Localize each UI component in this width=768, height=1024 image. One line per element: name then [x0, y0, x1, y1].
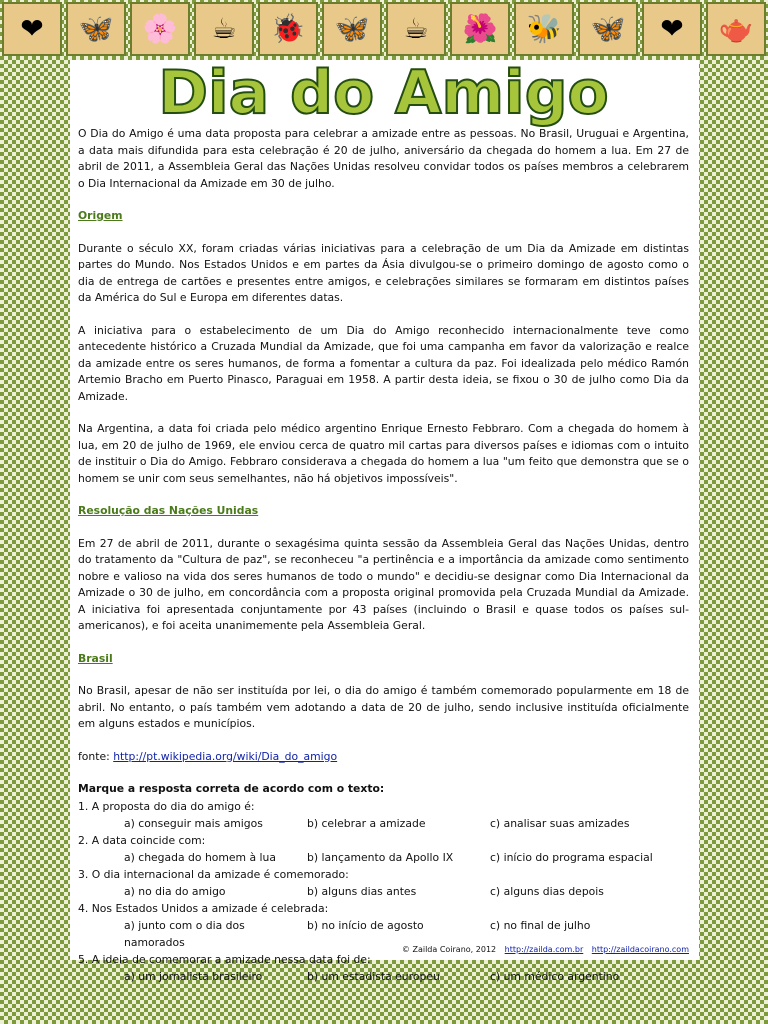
answer-option-b: b) no início de agosto — [307, 918, 424, 932]
teacup-icon: ☕ — [194, 2, 254, 56]
source-line — [78, 749, 689, 766]
quiz-question-1 — [78, 798, 689, 832]
butterfly-icon: 🦋 — [322, 2, 382, 56]
quiz-question-2 — [78, 832, 689, 866]
answer-option-c: c) analisar suas amizades — [490, 816, 630, 830]
quiz-question-3 — [78, 866, 689, 900]
answer-option-a: a) no dia do amigo — [124, 884, 226, 898]
question-text: 2. A data coincide com: — [78, 833, 206, 847]
teapot-icon: 🫖 — [706, 2, 766, 56]
origem-paragraph-1: Durante o século XX, foram criadas várias iniciativas para a celebração de um Dia da Amizade em distintas partes do Mundo. Nos Estados Unidos e em partes da Ásia divulgou-se o primeiro domingo de agosto como o dia de entrega de cartões e presentes entre amigos, e celebrações similares se formaram em distintos países da América do Sul e Europa em diferentes datas. — [78, 241, 689, 304]
flower-icon: 🌸 — [130, 2, 190, 56]
quiz-question-5 — [78, 951, 689, 985]
dragonfly-icon: 🐞 — [258, 2, 318, 56]
heading-resolucao: Resolução das Nações Unidas — [78, 504, 259, 517]
footer-link-zailda[interactable]: http://zailda.com.br — [504, 945, 584, 954]
brasil-paragraph: No Brasil, apesar de não ser instituída por lei, o dia do amigo é também comemorado popularmente em 18 de abril. No entanto, o país também vem adotando a data de 20 de julho, sendo inclusive instituída oficialmente em alguns estados e municípios. — [78, 684, 689, 730]
heading-origem: Origem — [78, 209, 123, 222]
origem-paragraph-2: A iniciativa para o estabelecimento de um Dia do Amigo reconhecido internacionalmente teve como antecedente histórico a Cruzada Mundial da Amizade, que foi uma campanha em favor da valorização e realce da amizade entre os seres humanos, de forma a fomentar a cultura da paz. Foi idealizada pelo médico Ramón Artemio Bracho em Puerto Pinasco, Paraguai em 1958. A partir desta ideia, se fixou o 30 de julho como Dia da Amizade. — [78, 323, 689, 403]
quiz-question-4 — [78, 900, 689, 951]
answer-option-a: a) conseguir mais amigos — [124, 816, 263, 830]
answer-option-b: b) alguns dias antes — [307, 884, 417, 898]
decorative-border — [0, 0, 768, 58]
source-label: fonte: — [78, 749, 110, 763]
quiz-title: Marque a resposta correta de acordo com o texto: — [78, 782, 385, 795]
answer-option-a: a) junto com o dia dos namorados — [124, 918, 245, 949]
intro-paragraph: O Dia do Amigo é uma data proposta para celebrar a amizade entre as pessoas. No Brasil, Uruguai e Argentina, a data mais difundida para esta celebração é 20 de julho, aniversário da chegada do homem a lua. Em 27 de abril de 2011, a Assembleia Geral das Nações Unidas resolveu convidar todos os países membros a celebrarem o Dia Internacional da Amizade em 30 de julho. — [78, 127, 689, 190]
document-body — [78, 126, 689, 985]
flower-icon: 🌺 — [450, 2, 510, 56]
answer-option-c: c) alguns dias depois — [490, 884, 604, 898]
answer-option-c: c) no final de julho — [490, 918, 591, 932]
butterfly-icon: 🦋 — [66, 2, 126, 56]
answer-option-c: c) início do programa espacial — [490, 850, 653, 864]
answer-option-c: c) um médico argentino — [490, 969, 620, 983]
heart-icon: ❤ — [642, 2, 702, 56]
teacup-icon: ☕ — [386, 2, 446, 56]
answer-option-a: a) um jornalista brasileiro — [124, 969, 263, 983]
question-text: 3. O dia internacional da amizade é comemorado: — [78, 867, 349, 881]
question-text: 1. A proposta do dia do amigo é: — [78, 799, 255, 813]
document-page — [70, 58, 699, 983]
page-title: Dia do Amigo — [158, 58, 609, 128]
question-text: 4. Nos Estados Unidos a amizade é celebrada: — [78, 901, 329, 915]
heading-brasil: Brasil — [78, 651, 113, 665]
bee-icon: 🐝 — [514, 2, 574, 56]
footer-link-zaildacoirano[interactable]: http://zaildacoirano.com — [591, 945, 689, 954]
resolucao-paragraph: Em 27 de abril de 2011, durante o sexagésima quinta sessão da Assembleia Geral das Nações Unidas, dentro do tratamento da "Cultura de paz", se reconheceu "a pertinência e a importância da amizade como sentimento nobre e valioso na vida dos seres humanos de todo o mundo" e decidiu-se designar como Dia Internacional da Amizade o 30 de julho, em concordância com a proposta original promovida pela Cruzada Mundial da Amizade. A iniciativa foi apresentada conjuntamente por 43 países (incluindo o Brasil e quase todos os países sul-americanos), e foi aceita unanimemente pela Assembleia Geral. — [78, 536, 689, 632]
answer-option-b: b) lançamento da Apollo IX — [307, 850, 454, 864]
origem-paragraph-3: Na Argentina, a data foi criada pelo médico argentino Enrique Ernesto Febbraro. Com a chegada do homem à lua, em 20 de julho de 1969, ele enviou cerca de quatro mil cartas para diversos países e idiomas com o intuito de instituir o Dia do Amigo. Febbraro considerava a chegada do homem a lua "um feito que demonstra que se o homem se unir com seus semelhantes, não há objetivos impossíveis". — [78, 422, 689, 485]
source-link[interactable]: http://pt.wikipedia.org/wiki/Dia_do_amigo — [113, 749, 338, 763]
page-footer — [402, 945, 689, 954]
butterfly-icon: 🦋 — [578, 2, 638, 56]
answer-option-b: b) um estadista europeu — [307, 969, 440, 983]
answer-option-b: b) celebrar a amizade — [307, 816, 426, 830]
answer-option-a: a) chegada do homem à lua — [124, 850, 277, 864]
heart-icon: ❤ — [2, 2, 62, 56]
copyright-text: © Zailda Coirano, 2012 — [401, 945, 497, 954]
question-text: 5. A ideia de comemorar a amizade nessa data foi de: — [78, 952, 371, 966]
